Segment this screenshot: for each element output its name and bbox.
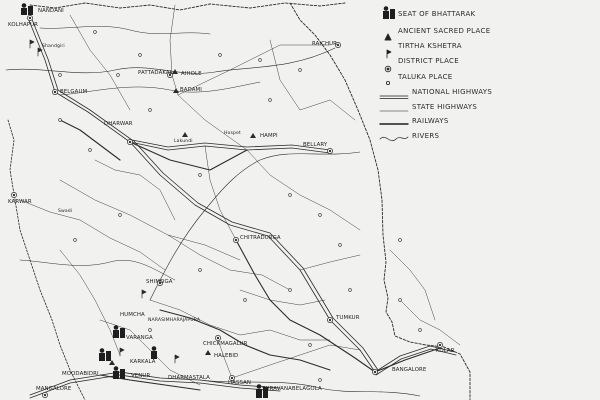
- legend-district-place: DISTRICT PLACE: [398, 57, 459, 65]
- label-bellary: BELLARY: [303, 142, 328, 148]
- legend-taluka-place: TALUKA PLACE: [398, 73, 453, 81]
- label-hampi: HAMPI: [260, 133, 278, 139]
- legend-ancient-sacred-place: ANCIENT SACRED PLACE: [398, 27, 491, 35]
- river-tungabhadra: [150, 152, 360, 300]
- legend-rivers: RIVERS: [412, 132, 440, 140]
- label-shravanabelagola: SHRAVANABELAGOLA: [262, 386, 322, 392]
- label-badami: BADAMI: [180, 87, 202, 93]
- label-bangalore: BANGALORE: [392, 367, 427, 373]
- label-kolar: KOLAR: [436, 348, 455, 354]
- small-circle-icon: [386, 81, 389, 84]
- triangle-icon: [385, 34, 391, 40]
- label-hospet: Hospet: [224, 131, 241, 136]
- label-shandgiri: Shandgiri: [42, 44, 65, 49]
- label-chitradurga: CHITRADURGA: [240, 235, 281, 241]
- taluka-places: [59, 31, 422, 382]
- state-highways: [20, 5, 460, 385]
- legend-state-highways: STATE HIGHWAYS: [412, 103, 478, 111]
- label-swadi: Swadi: [58, 209, 73, 214]
- circle-dot-icon: [385, 66, 391, 72]
- legend-bhattarak: SEAT OF BHATTARAK: [398, 10, 476, 18]
- label-mangalore: MANGALORE: [36, 386, 72, 392]
- river-ghataprabha: [40, 26, 210, 34]
- label-chickmagalur: CHICKMAGALUR: [203, 341, 248, 347]
- label-nandani: NANDANI: [38, 8, 64, 14]
- label-dharwar: DHARWAR: [104, 121, 133, 127]
- label-shimoga: SHIMOGA: [146, 279, 173, 285]
- label-halebid: HALEBID: [214, 353, 239, 359]
- river-icon: [380, 137, 408, 141]
- double-line-icon: [380, 96, 408, 99]
- flag-icon: [387, 50, 391, 58]
- label-belgaum: BELGAUM: [60, 89, 88, 95]
- label-karwar: KARWAR: [8, 199, 32, 205]
- label-tumkur: TUMKUR: [336, 315, 360, 321]
- legend-national-highways: NATIONAL HIGHWAYS: [412, 88, 493, 96]
- label-humcha: HUMCHA: [120, 312, 145, 318]
- river-sharavathi: [20, 260, 175, 280]
- label-raichur: RAICHUR: [312, 41, 338, 47]
- label-aihole: AIHOLE: [181, 71, 202, 77]
- bhattarak-seat-icon: [383, 6, 395, 19]
- label-dharmastala: DHARMASTALA: [168, 375, 210, 381]
- railways: [60, 120, 440, 390]
- label-karkala: KARKALA: [130, 359, 156, 365]
- label-lakundi: Lakundi: [174, 139, 193, 144]
- label-narasimharajapura: NARASIMHARAJAPURA: [148, 318, 201, 323]
- river-malaprabha: [60, 82, 260, 95]
- label-varanga: VARANGA: [126, 335, 153, 341]
- label-kolhapur: KOLHAPUR: [8, 22, 38, 28]
- label-hassan: HASSAN: [228, 380, 252, 386]
- label-venur: VENUR: [131, 373, 151, 379]
- legend-tirtha-kshetra: TIRTHA KSHETRA: [398, 42, 462, 50]
- legend-railways: RAILWAYS: [412, 117, 449, 125]
- label-pattadakal: PATTADAKAL: [138, 70, 173, 76]
- tirtha-kshetra-flags: [30, 40, 179, 363]
- label-moodabidri: MOODABIDRI: [62, 371, 99, 377]
- western-coastline: [8, 120, 85, 400]
